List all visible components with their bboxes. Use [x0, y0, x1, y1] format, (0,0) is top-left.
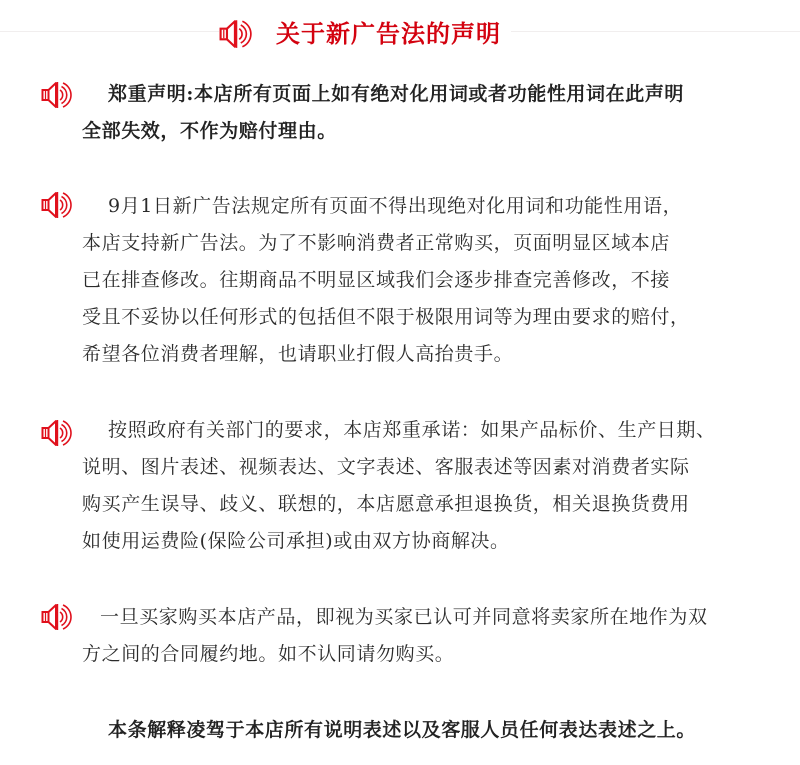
paragraph-line: 购买产生误导、歧义、联想的，本店愿意承担退换货，相关退换货费用: [82, 493, 690, 515]
paragraph-line: 一旦买家购买本店产品，即视为买家已认可并同意将卖家所在地作为双: [100, 606, 708, 628]
paragraph-line: 按照政府有关部门的要求，本店郑重承诺：如果产品标价、生产日期、: [108, 419, 716, 441]
closing-statement: 本条解释凌驾于本店所有说明表述以及客服人员任何表达表述之上。: [108, 719, 697, 741]
paragraph-line: 如使用运费险(保险公司承担)或由双方协商解决。: [82, 530, 510, 552]
paragraph-line: 已在排查修改。往期商品不明显区域我们会逐步排查完善修改，不接: [82, 269, 671, 291]
speaker-icon: [41, 190, 73, 220]
speaker-icon: [41, 418, 73, 448]
paragraph-line: 本店支持新广告法。为了不影响消费者正常购买，页面明显区域本店: [82, 232, 671, 254]
paragraph-line: 方之间的合同履约地。如不认同请勿购买。: [82, 643, 455, 665]
statement-paragraph-3: [82, 412, 742, 560]
speaker-icon: [41, 80, 73, 110]
statement-paragraph-4: [82, 599, 742, 673]
paragraph-line: 说明、图片表述、视频表达、文字表述、客服表述等因素对消费者实际: [82, 456, 690, 478]
paragraph-line: 9月1日新广告法规定所有页面不得出现绝对化用词和功能性用语，: [108, 195, 683, 217]
speaker-icon: [41, 602, 73, 632]
statement-paragraph-2: [82, 188, 742, 373]
paragraph-line: 郑重声明:本店所有页面上如有绝对化用词或者功能性用词在此声明: [108, 83, 685, 105]
page-header: [219, 14, 511, 54]
speaker-icon: [219, 16, 253, 52]
paragraph-line: 希望各位消费者理解，也请职业打假人高抬贵手。: [82, 343, 514, 365]
page-title: 关于新广告法的声明: [276, 19, 501, 48]
paragraph-line: 受且不妥协以任何形式的包括但不限于极限用词等为理由要求的赔付，: [82, 306, 690, 328]
statement-paragraph-1: [82, 76, 742, 150]
paragraph-line: 全部失效，不作为赔付理由。: [82, 120, 337, 142]
